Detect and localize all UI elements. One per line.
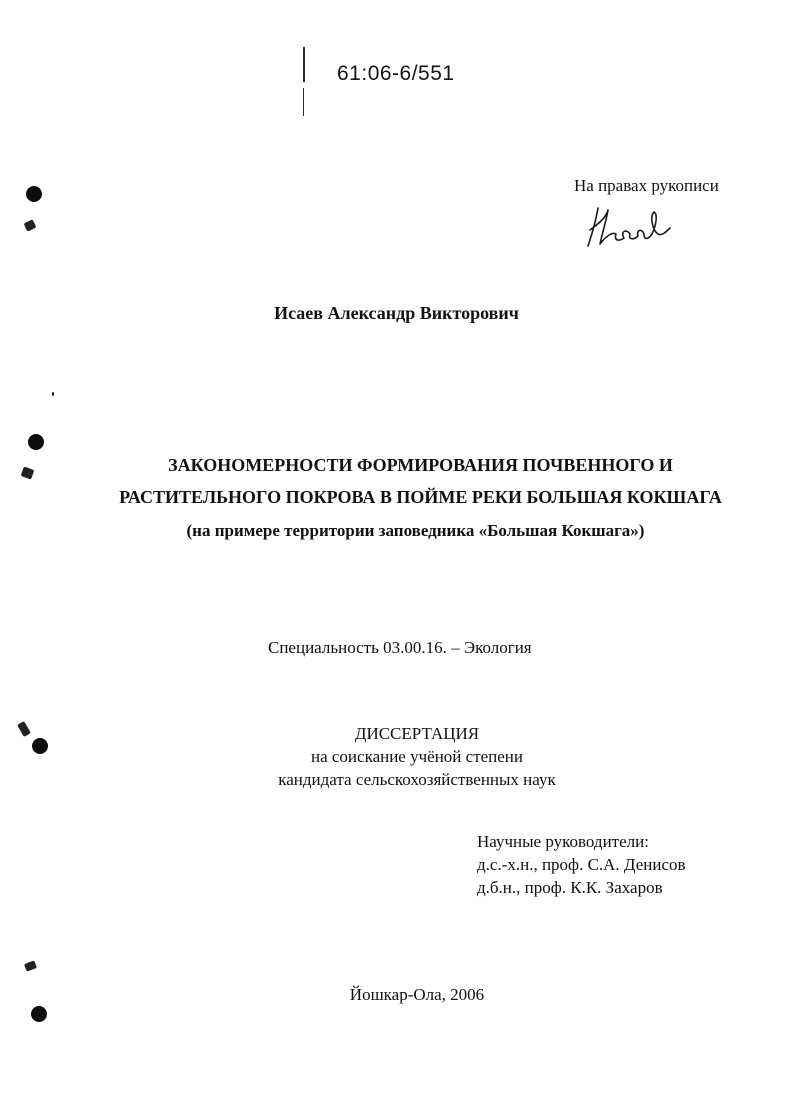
supervisors-block bbox=[477, 830, 686, 899]
supervisor-item: д.с.-х.н., проф. С.А. Денисов bbox=[477, 855, 686, 874]
scan-dot-icon bbox=[52, 392, 54, 396]
stamp-bar-lower bbox=[303, 88, 304, 116]
signature bbox=[584, 200, 674, 252]
author-name: Исаев Александр Викторович bbox=[274, 303, 519, 323]
dissertation-purpose: на соискание учёной степени bbox=[310, 747, 524, 766]
archive-code: 61:06-6/551 bbox=[337, 62, 455, 85]
supervisors-heading: Научные руководители: bbox=[477, 832, 649, 851]
stamp-bar-upper bbox=[303, 47, 305, 82]
title-line-2: РАСТИТЕЛЬНОГО ПОКРОВА В ПОЙМЕ РЕКИ БОЛЬШАЯ КОКШАГА bbox=[119, 487, 722, 507]
place-year: Йошкар-Ола, 2006 bbox=[349, 985, 485, 1004]
punch-hole-icon bbox=[31, 1006, 47, 1022]
manuscript-note: На правах рукописи bbox=[574, 176, 719, 195]
punch-hole-icon bbox=[26, 186, 42, 202]
scan-mark-icon bbox=[24, 960, 37, 971]
title-subtitle: (на примере территории заповедника «Большая Кокшага») bbox=[186, 521, 645, 540]
supervisor-item: д.б.н., проф. К.К. Захаров bbox=[477, 878, 663, 897]
dissertation-type: ДИССЕРТАЦИЯ bbox=[354, 724, 480, 743]
scan-mark-icon bbox=[24, 219, 37, 231]
punch-hole-icon bbox=[28, 434, 44, 450]
dissertation-degree: кандидата сельскохозяйственных наук bbox=[278, 770, 556, 789]
title-line-1: ЗАКОНОМЕРНОСТИ ФОРМИРОВАНИЯ ПОЧВЕННОГО И bbox=[168, 455, 673, 475]
specialty: Специальность 03.00.16. – Экология bbox=[268, 638, 532, 657]
